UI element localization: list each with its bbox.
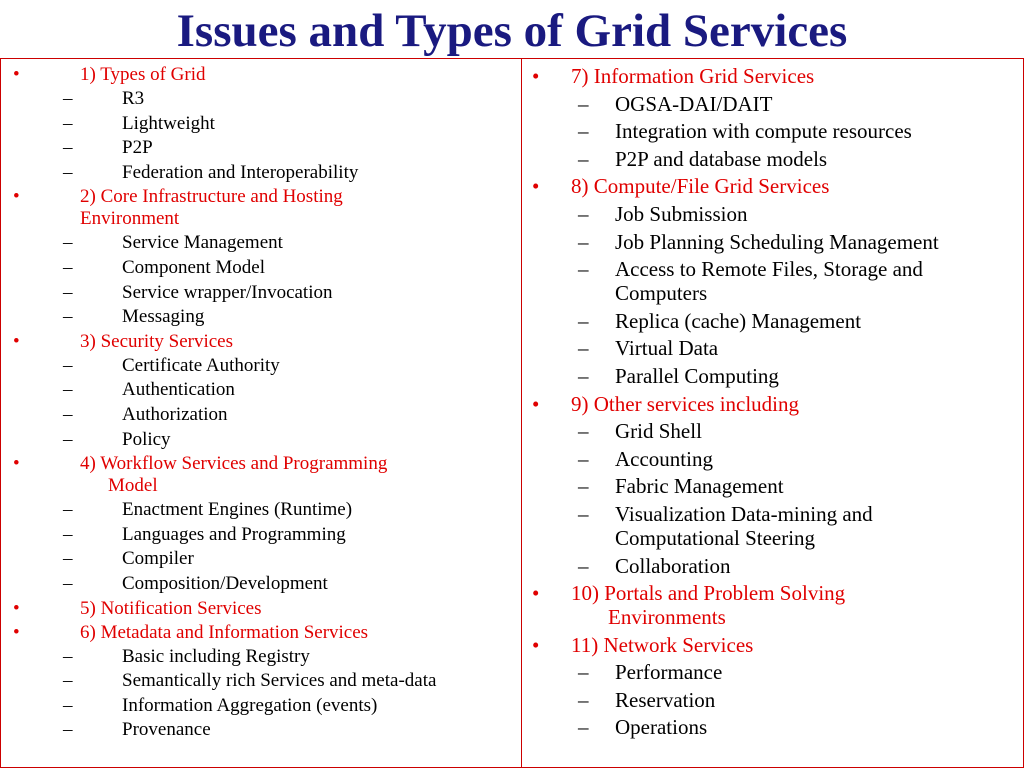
- section-heading: [522, 174, 1023, 198]
- dash-icon: –: [578, 119, 589, 144]
- list-item: [1, 355, 521, 377]
- dash-icon: –: [578, 715, 589, 740]
- list-item-text: Policy: [122, 428, 171, 450]
- dash-icon: –: [578, 553, 589, 578]
- section-heading-text: 5) Notification Services: [80, 597, 262, 619]
- list-item-text: Computers: [615, 281, 708, 306]
- section-heading: [522, 581, 1023, 629]
- bullet-icon: •: [13, 621, 20, 643]
- list-item-text: Enactment Engines (Runtime): [122, 499, 353, 521]
- list-item-text: Semantically rich Services and meta-data: [122, 670, 437, 692]
- list-item: [522, 660, 1023, 684]
- dash-icon: –: [63, 354, 73, 376]
- dash-icon: –: [578, 687, 589, 712]
- bullet-icon: •: [532, 174, 540, 199]
- dash-icon: –: [63, 306, 73, 328]
- bullet-icon: •: [13, 453, 20, 475]
- list-item-text: Compiler: [122, 548, 194, 570]
- list-item: [522, 92, 1023, 116]
- list-item-text: Replica (cache) Management: [615, 308, 862, 333]
- list-item: [1, 499, 521, 521]
- section-heading: [1, 622, 521, 644]
- list-item-text: Virtual Data: [615, 336, 719, 361]
- bullet-icon: •: [532, 391, 540, 416]
- section-heading: [1, 453, 521, 497]
- dash-icon: –: [578, 229, 589, 254]
- list-item: [1, 719, 521, 741]
- section-heading-text: 6) Metadata and Information Services: [80, 621, 369, 643]
- dash-icon: –: [578, 146, 589, 171]
- bullet-icon: •: [13, 186, 20, 208]
- list-item: [1, 573, 521, 595]
- section-heading: [1, 64, 521, 86]
- dash-icon: –: [63, 379, 73, 401]
- section-heading-text: 8) Compute/File Grid Services: [571, 174, 830, 199]
- dash-icon: –: [578, 660, 589, 685]
- bullet-icon: •: [13, 597, 20, 619]
- list-item-text: Collaboration: [615, 553, 731, 578]
- section-heading-text: 7) Information Grid Services: [571, 64, 815, 88]
- list-item-text: Information Aggregation (events): [122, 694, 378, 716]
- list-item-text: P2P and database models: [615, 146, 828, 171]
- list-item-text: Authorization: [122, 403, 228, 425]
- list-item: [522, 474, 1023, 498]
- list-item-text: Job Planning Scheduling Management: [615, 229, 939, 254]
- list-item: [522, 554, 1023, 578]
- bullet-icon: •: [13, 64, 20, 85]
- dash-icon: –: [63, 645, 73, 667]
- list-item-text: Languages and Programming: [122, 523, 346, 545]
- dash-icon: –: [63, 670, 73, 692]
- list-item-text: Federation and Interoperability: [122, 161, 359, 183]
- section-heading: [522, 633, 1023, 657]
- list-item: [522, 119, 1023, 143]
- list-item-text: Lightweight: [122, 112, 215, 134]
- list-item: [1, 524, 521, 546]
- list-item-text: Visualization Data-mining and: [615, 501, 873, 526]
- list-item-text: P2P: [122, 137, 153, 159]
- list-item-text: Accounting: [615, 446, 713, 471]
- list-item: [1, 257, 521, 279]
- section-heading-text: 1) Types of Grid: [80, 64, 206, 85]
- list-item: [1, 548, 521, 570]
- list-item: [1, 232, 521, 254]
- list-item-text: Service Management: [122, 232, 283, 254]
- list-item-text: Parallel Computing: [615, 363, 779, 388]
- section-heading: [522, 392, 1023, 416]
- list-item-text: Authentication: [122, 379, 235, 401]
- dash-icon: –: [578, 446, 589, 471]
- list-item: [1, 646, 521, 668]
- section-heading-text: Environment: [80, 208, 180, 230]
- list-item: [1, 162, 521, 184]
- bullet-icon: •: [532, 64, 540, 88]
- section-heading-text: 2) Core Infrastructure and Hosting: [80, 186, 343, 208]
- dash-icon: –: [63, 112, 73, 134]
- left-list: [1, 59, 521, 741]
- dash-icon: –: [578, 474, 589, 499]
- list-item: [522, 447, 1023, 471]
- bullet-icon: •: [13, 330, 20, 352]
- list-item: [522, 419, 1023, 443]
- section-heading-text: 4) Workflow Services and Programming: [80, 453, 388, 475]
- section-heading-text: 11) Network Services: [571, 632, 754, 657]
- list-item: [1, 137, 521, 159]
- dash-icon: –: [63, 256, 73, 278]
- dash-icon: –: [578, 201, 589, 226]
- list-item: [1, 404, 521, 426]
- dash-icon: –: [63, 403, 73, 425]
- list-item: [522, 364, 1023, 388]
- bullet-icon: •: [532, 581, 540, 606]
- list-item-text: Access to Remote Files, Storage and: [615, 257, 923, 282]
- section-heading: [1, 598, 521, 620]
- list-item-text: Composition/Development: [122, 572, 328, 594]
- bullet-icon: •: [532, 632, 540, 657]
- list-item-text: Performance: [615, 660, 723, 685]
- list-item: [1, 113, 521, 135]
- list-item-text: Reservation: [615, 687, 716, 712]
- dash-icon: –: [578, 91, 589, 116]
- list-item: [522, 309, 1023, 333]
- list-item: [522, 715, 1023, 739]
- dash-icon: –: [578, 336, 589, 361]
- list-item: [1, 695, 521, 717]
- section-heading-text: 10) Portals and Problem Solving: [571, 581, 846, 606]
- dash-icon: –: [63, 719, 73, 741]
- list-item-text: Fabric Management: [615, 474, 784, 499]
- list-item-text: Basic including Registry: [122, 645, 310, 667]
- list-item: [1, 88, 521, 110]
- section-heading-text: 9) Other services including: [571, 391, 800, 416]
- list-item: [1, 282, 521, 304]
- dash-icon: –: [63, 499, 73, 521]
- dash-icon: –: [63, 281, 73, 303]
- right-column: [521, 58, 1024, 768]
- list-item-text: OGSA-DAI/DAIT: [615, 91, 773, 116]
- list-item: [522, 147, 1023, 171]
- list-item-text: Certificate Authority: [122, 354, 280, 376]
- dash-icon: –: [63, 161, 73, 183]
- section-heading-text: Model: [108, 475, 158, 497]
- dash-icon: –: [63, 428, 73, 450]
- dash-icon: –: [63, 232, 73, 254]
- page-title: Issues and Types of Grid Services: [176, 5, 848, 57]
- section-heading-text: 3) Security Services: [80, 330, 234, 352]
- section-heading: [1, 331, 521, 353]
- dash-icon: –: [63, 523, 73, 545]
- list-item-text: Grid Shell: [615, 419, 702, 444]
- list-item-text: Integration with compute resources: [615, 119, 912, 144]
- dash-icon: –: [578, 501, 589, 526]
- list-item-text: Provenance: [122, 719, 211, 741]
- list-item-text: Computational Steering: [615, 525, 816, 550]
- list-item: [522, 230, 1023, 254]
- list-item-text: R3: [122, 88, 145, 109]
- dash-icon: –: [578, 308, 589, 333]
- section-heading-text: Environments: [608, 605, 726, 630]
- dash-icon: –: [63, 694, 73, 716]
- list-item-text: Operations: [615, 715, 708, 740]
- dash-icon: –: [63, 137, 73, 159]
- dash-icon: –: [578, 363, 589, 388]
- dash-icon: –: [63, 572, 73, 594]
- list-item-text: Service wrapper/Invocation: [122, 281, 333, 303]
- list-item: [1, 306, 521, 328]
- list-item: [522, 202, 1023, 226]
- section-heading: [522, 64, 1023, 88]
- section-heading: [1, 186, 521, 230]
- list-item-text: Component Model: [122, 256, 266, 278]
- list-item: [1, 379, 521, 401]
- list-item: [522, 336, 1023, 360]
- dash-icon: –: [578, 419, 589, 444]
- dash-icon: –: [63, 548, 73, 570]
- list-item: [522, 688, 1023, 712]
- list-item: [522, 502, 1023, 550]
- dash-icon: –: [63, 88, 73, 109]
- list-item-text: Messaging: [122, 306, 205, 328]
- list-item: [1, 429, 521, 451]
- dash-icon: –: [578, 257, 589, 282]
- left-column: [0, 58, 522, 768]
- list-item-text: Job Submission: [615, 201, 748, 226]
- right-list: [522, 59, 1023, 739]
- list-item: [522, 257, 1023, 305]
- list-item: [1, 670, 521, 692]
